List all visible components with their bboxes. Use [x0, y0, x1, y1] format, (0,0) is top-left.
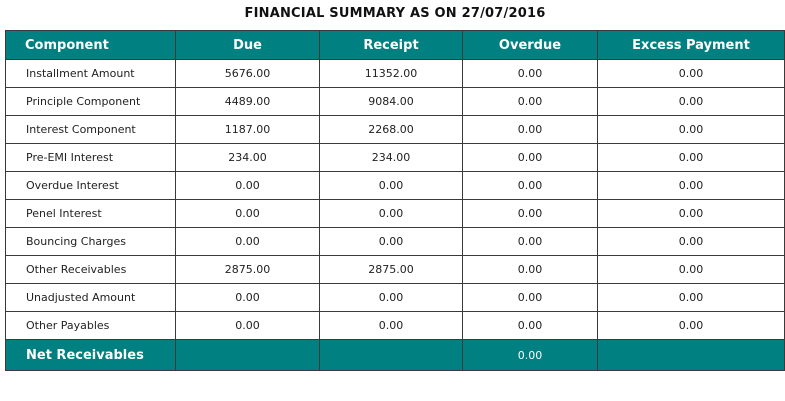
row-component: Unadjusted Amount — [6, 284, 176, 312]
row-component: Bouncing Charges — [6, 228, 176, 256]
row-overdue: 0.00 — [463, 60, 598, 88]
row-due: 234.00 — [176, 144, 320, 172]
net-receivables-row — [6, 340, 785, 371]
net-receivables-receipt — [320, 340, 463, 371]
table-row — [6, 144, 785, 172]
row-excess-payment: 0.00 — [598, 312, 785, 340]
row-excess-payment: 0.00 — [598, 256, 785, 284]
table-header-row — [6, 31, 785, 60]
row-due: 4489.00 — [176, 88, 320, 116]
row-overdue: 0.00 — [463, 116, 598, 144]
row-receipt: 11352.00 — [320, 60, 463, 88]
row-excess-payment: 0.00 — [598, 228, 785, 256]
row-component: Other Receivables — [6, 256, 176, 284]
net-receivables-label: Net Receivables — [6, 340, 176, 371]
table-body — [6, 60, 785, 340]
row-component: Overdue Interest — [6, 172, 176, 200]
row-excess-payment: 0.00 — [598, 144, 785, 172]
table-row — [6, 88, 785, 116]
net-receivables-due — [176, 340, 320, 371]
net-receivables-excess — [598, 340, 785, 371]
row-excess-payment: 0.00 — [598, 284, 785, 312]
row-overdue: 0.00 — [463, 144, 598, 172]
row-component: Pre-EMI Interest — [6, 144, 176, 172]
row-overdue: 0.00 — [463, 200, 598, 228]
row-excess-payment: 0.00 — [598, 116, 785, 144]
row-due: 0.00 — [176, 284, 320, 312]
table-row — [6, 284, 785, 312]
row-excess-payment: 0.00 — [598, 172, 785, 200]
row-receipt: 0.00 — [320, 200, 463, 228]
row-component: Installment Amount — [6, 60, 176, 88]
column-header-receipt: Receipt — [320, 31, 463, 60]
row-overdue: 0.00 — [463, 284, 598, 312]
row-receipt: 0.00 — [320, 284, 463, 312]
financial-summary-table — [5, 30, 785, 371]
row-receipt: 2268.00 — [320, 116, 463, 144]
table-row — [6, 312, 785, 340]
row-due: 0.00 — [176, 172, 320, 200]
table-row — [6, 200, 785, 228]
row-receipt: 0.00 — [320, 172, 463, 200]
row-overdue: 0.00 — [463, 88, 598, 116]
column-header-due: Due — [176, 31, 320, 60]
row-due: 0.00 — [176, 228, 320, 256]
column-header-overdue: Overdue — [463, 31, 598, 60]
table-row — [6, 116, 785, 144]
row-overdue: 0.00 — [463, 228, 598, 256]
row-overdue: 0.00 — [463, 256, 598, 284]
row-component: Other Payables — [6, 312, 176, 340]
row-component: Principle Component — [6, 88, 176, 116]
row-receipt: 2875.00 — [320, 256, 463, 284]
row-due: 0.00 — [176, 200, 320, 228]
row-receipt: 9084.00 — [320, 88, 463, 116]
column-header-excess-payment: Excess Payment — [598, 31, 785, 60]
row-overdue: 0.00 — [463, 172, 598, 200]
row-due: 1187.00 — [176, 116, 320, 144]
row-receipt: 234.00 — [320, 144, 463, 172]
table-row — [6, 228, 785, 256]
row-component: Penel Interest — [6, 200, 176, 228]
row-excess-payment: 0.00 — [598, 200, 785, 228]
table-row — [6, 256, 785, 284]
row-receipt: 0.00 — [320, 228, 463, 256]
row-due: 5676.00 — [176, 60, 320, 88]
row-receipt: 0.00 — [320, 312, 463, 340]
row-due: 2875.00 — [176, 256, 320, 284]
table-row — [6, 172, 785, 200]
row-excess-payment: 0.00 — [598, 60, 785, 88]
row-component: Interest Component — [6, 116, 176, 144]
page-title: FINANCIAL SUMMARY AS ON 27/07/2016 — [244, 6, 546, 21]
column-header-component: Component — [6, 31, 176, 60]
table-row — [6, 60, 785, 88]
row-due: 0.00 — [176, 312, 320, 340]
net-receivables-overdue: 0.00 — [463, 340, 598, 371]
row-excess-payment: 0.00 — [598, 88, 785, 116]
row-overdue: 0.00 — [463, 312, 598, 340]
